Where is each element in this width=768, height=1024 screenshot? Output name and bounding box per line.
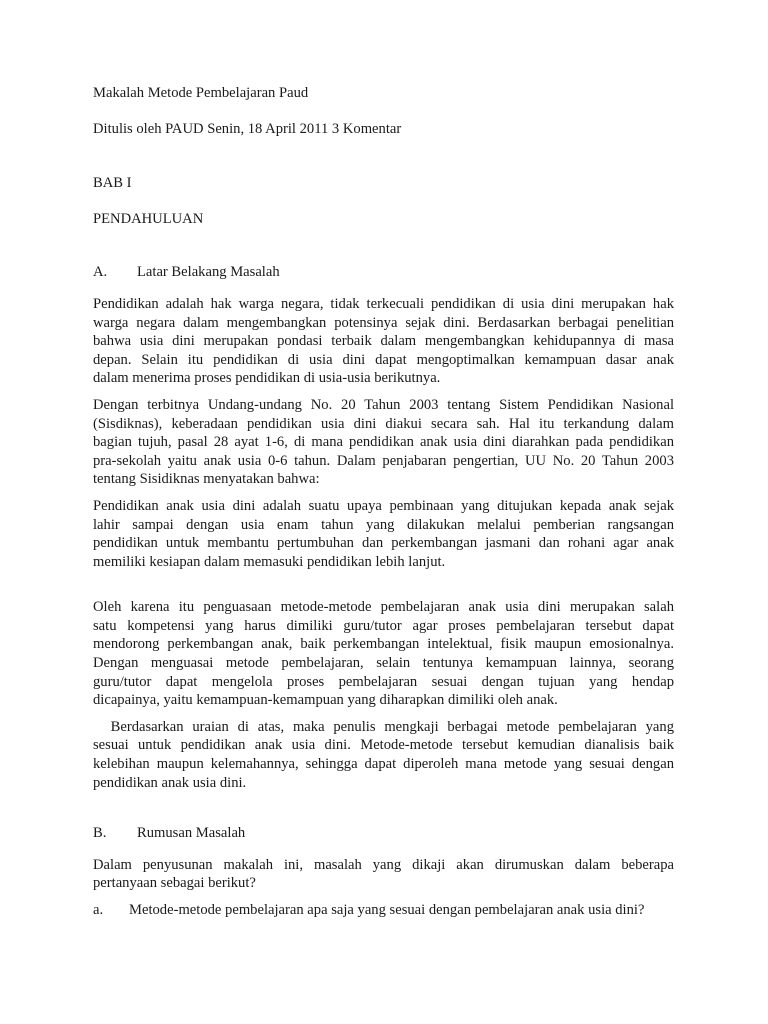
section-a-paragraph-5 (93, 718, 674, 792)
chapter-title: PENDAHULUAN (93, 210, 204, 227)
paragraph-line: bahwa usia dini merupakan pondasi terbaik dalam mengembangkan kehidupannya di masa (93, 333, 674, 350)
paragraph-line: (Sisdiknas), keberadaan pendidikan usia dini diakui secara sah. Hal itu terkandung dalam (93, 415, 674, 432)
document-page (93, 84, 674, 920)
paragraph-line: guru/tutor dapat mengelola proses pembelajaran sesuai dengan tujuan yang hendap (93, 673, 674, 690)
section-a-title: Latar Belakang Masalah (137, 264, 280, 281)
list-item-number: a. (93, 902, 104, 918)
section-a-paragraph-4 (93, 598, 674, 710)
paragraph-line: kelebihan maupun kelemahannya, sehingga dapat diperoleh mana metode yang sesuai dengan (93, 756, 674, 773)
paragraph-line: Oleh karena itu penguasaan metode-metode pembelajaran anak usia dini merupakan salah (93, 599, 674, 616)
paragraph-line: warga negara dalam mengembangkan potensinya sejak dini. Berdasarkan berbagai penelitian (93, 314, 674, 331)
section-a-paragraph-1 (93, 295, 674, 388)
paragraph-line: memiliki kesiapan dalam memasuki pendidikan lebih lanjut. (93, 553, 446, 570)
section-b-heading (93, 824, 674, 843)
paragraph-line: pertanyaan sebagai berikut? (93, 875, 256, 892)
paragraph-line: pendidikan anak usia dini. (93, 774, 247, 791)
byline: Ditulis oleh PAUD Senin, 18 April 2011 3 Komentar (93, 120, 402, 137)
chapter-label: BAB I (93, 175, 132, 192)
paragraph-line: Dengan terbitnya Undang-undang No. 20 Tahun 2003 tentang Sistem Pendidikan Nasional (93, 396, 674, 413)
paragraph-line: dicapainya, yaitu kemampuan-kemampuan yang diharapkan dimiliki oleh anak. (93, 692, 558, 709)
section-a-quote (93, 497, 674, 571)
paragraph-line: bagian tujuh, pasal 28 ayat 1-6, di mana pendidikan anak usia dini diarahkan pada pendidikan (93, 434, 674, 451)
section-b-paragraph-1 (93, 856, 674, 893)
paragraph-line: tentang Sisidiknas menyatakan bahwa: (93, 471, 320, 488)
section-b-title: Rumusan Masalah (137, 825, 246, 842)
paragraph-line: dalam menerima proses pendidikan di usia-usia berikutnya. (93, 370, 441, 387)
paragraph-line: Dalam penyusunan makalah ini, masalah yang dikaji akan dirumuskan dalam beberapa (93, 856, 674, 873)
document-title: Makalah Metode Pembelajaran Paud (93, 85, 309, 101)
paragraph-line: Pendidikan anak usia dini adalah suatu upaya pembinaan yang ditujukan kepada anak sejak (93, 497, 674, 514)
paragraph-line: sesuai untuk pendidikan anak usia dini. Metode-metode tersebut kemudian dianalisis baik (93, 737, 674, 754)
section-a-paragraph-2 (93, 396, 674, 489)
paragraph-line: pra-sekolah yaitu anak usia 0-6 tahun. Dalam penjabaran pengertian, UU No. 20 Tahun 2003 (93, 452, 674, 469)
section-a-number: A. (93, 264, 108, 281)
paragraph-line: Pendidikan adalah hak warga negara, tidak terkecuali pendidikan di usia dini merupakan hak (93, 295, 674, 312)
section-a-heading (93, 263, 674, 282)
list-item-text: Metode-metode pembelajaran apa saja yang sesuai dengan pembelajaran anak usia dini? (129, 902, 645, 918)
section-b-number: B. (93, 825, 107, 842)
list-item (93, 901, 674, 920)
paragraph-line: Dengan menguasai metode pembelajaran, selain tentunya kemampuan lainnya, seorang (93, 655, 674, 672)
paragraph-line: mendorong perkembangan anak, baik perkembangan intelektual, fisik maupun emosionalnya. (93, 636, 674, 653)
paragraph-line: satu kompetensi yang harus dimiliki guru/tutor agar proses pembelajaran tersebut dapat (93, 617, 674, 634)
paragraph-line: Berdasarkan uraian di atas, maka penulis mengkaji berbagai metode pembelajaran yang (93, 718, 675, 735)
paragraph-line: depan. Selain itu pendidikan di usia dini dapat mengoptimalkan kemampuan dasar anak (93, 351, 674, 368)
paragraph-line: lahir sampai dengan usia enam tahun yang dilakukan melalui pemberian rangsangan (93, 516, 674, 533)
paragraph-line: pendidikan untuk membantu pertumbuhan dan perkembangan jasmani dan rohani agar anak (93, 535, 674, 552)
